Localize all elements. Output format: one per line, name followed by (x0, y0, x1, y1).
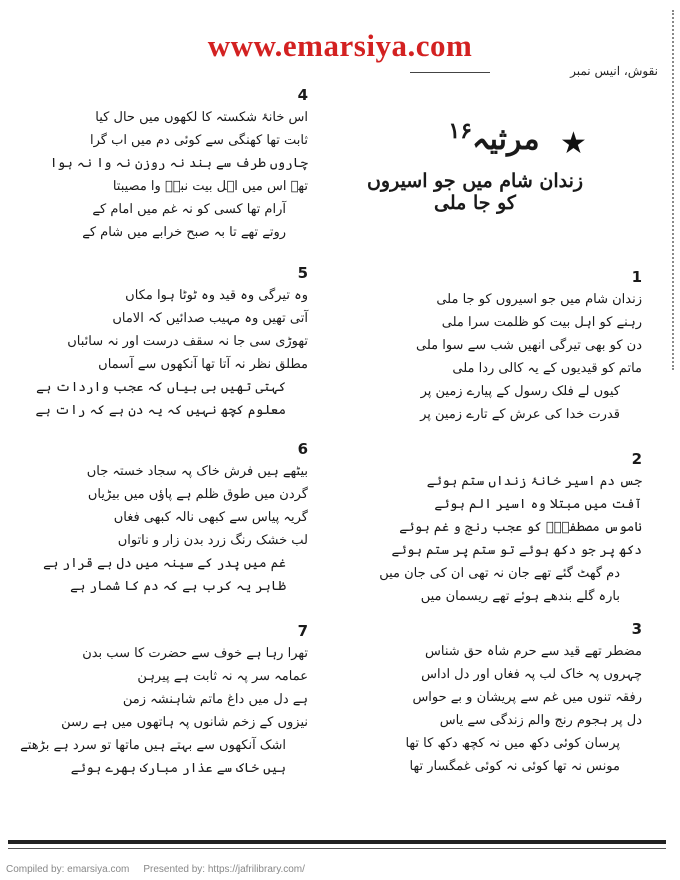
verse-line: نیزوں کے زخم شانوں پہ ہاتھوں میں ہے رسن (61, 715, 308, 730)
stanza-number: 1 (631, 268, 642, 286)
verse-line: معلوم کچھ نہیں کہ یہ دن ہے کہ رات ہے (35, 403, 286, 418)
stanza-number: 4 (297, 86, 308, 104)
stanza-number: 3 (631, 620, 642, 638)
verse-line: دکھ پر جو دکھ ہوئے تو ستم پر ستم ہوئے (391, 543, 642, 558)
verse-line: آتی تھیں وہ مہیب صدائیں کہ الاماں (112, 311, 308, 326)
marsiya-word: مرثیہ (472, 122, 540, 157)
verse-line: مضطر تھے قید سے حرم شاہ حق شناس (425, 644, 642, 659)
verse-line: ہے دل میں داغ ماتم شاہنشہ زمن (122, 692, 308, 707)
verse-line: گردن میں طوق ظلم ہے پاؤں میں بیڑیاں (87, 487, 308, 502)
verse-line: زندان شام میں جو اسیروں کو جا ملی (436, 292, 642, 307)
verse-line: آفت میں مبتلا وہ اسیر الم ہوئے (434, 497, 642, 512)
running-header: نقوش، انیس نمبر (570, 64, 658, 78)
footer-compiled: Compiled by: emarsiya.com (6, 864, 130, 875)
stanza (342, 620, 642, 778)
verse-line: چہروں پہ خاک لب پہ فغاں اور دل اداس (421, 667, 642, 682)
bottom-rule (8, 840, 666, 844)
verse-line: پرسان کوئی دکھ میں نہ کچھ دکھ کا تھا (405, 736, 620, 751)
site-watermark: www.emarsiya.com (207, 28, 473, 63)
marsiya-number: ۱۶ (448, 118, 473, 144)
verse-line: عمامہ سر پہ نہ ثابت ہے پیرہن (137, 669, 308, 684)
stanza-number: 5 (297, 264, 308, 282)
verse-line: قدرت خدا کی عرش کے تارے زمین پر (420, 407, 620, 422)
stanza-number: 2 (631, 450, 642, 468)
stanza (342, 450, 642, 608)
stanza-number: 6 (297, 440, 308, 458)
verse-line: ثابت تھا کھنگی سے کوئی دم میں اب گرا (89, 133, 308, 148)
verse-line: روتے تھے تا بہ صبح خرابے میں شام کے (82, 225, 286, 240)
header-rule (410, 72, 490, 73)
verse-line: جس دم اسیر خانۂ زنداں ستم ہوئے (426, 474, 642, 489)
marsiya-title (432, 118, 552, 157)
verse-line: کہتی تھیں بی بیاں کہ عجب واردات ہے (36, 380, 286, 395)
verse-line: ہیں خاک سے عذار مبارک بھرے ہوئے (70, 761, 286, 776)
verse-line: مطلق نظر نہ آتا تھا آنکھوں سے آسماں (98, 357, 308, 372)
verse-line: آرام تھا کسی کو نہ غم میں امام کے (92, 202, 286, 217)
verse-line: ظاہر یہ کرب ہے کہ دم کا شمار ہے (70, 579, 286, 594)
verse-line: اس خانۂ شکستہ کا لکھوں میں حال کیا (95, 110, 308, 125)
verse-line: غم میں پدر کے سینہ میں دل بے قرار ہے (43, 556, 286, 571)
verse-line: تھے اس میں اہل بیت نبیؐ وا مصیبتا (112, 179, 308, 194)
verse-line: وہ تیرگی وہ قید وہ ٹوٹا ہوا مکاں (125, 288, 308, 303)
stanza (18, 440, 308, 598)
footer-presented: Presented by: https://jafrilibrary.com/ (143, 864, 305, 875)
verse-line: دن کو بھی تیرگی انھیں شب سے سوا ملی (415, 338, 642, 353)
verse-line: گریہ پیاس سے کبھی نالہ کبھی فغاں (113, 510, 308, 525)
verse-line: ماتم کو قیدیوں کے یہ کالی ردا ملی (452, 361, 642, 376)
verse-line: چاروں طرف سے بند نہ روزن نہ وا نہ ہوا (49, 156, 308, 171)
verse-line: بیٹھے ہیں فرش خاک پہ سجاد خستہ جاں (86, 464, 308, 479)
bottom-rule-thin (8, 848, 666, 849)
verse-line: تھوڑی سی جا نہ سقف درست اور نہ سائباں (67, 334, 308, 349)
verse-line: تھرا رہا ہے خوف سے حضرت کا سب بدن (82, 646, 308, 661)
verse-line: مونس نہ تھا کوئی نہ کوئی غمگسار تھا (409, 759, 620, 774)
verse-line: رہنے کو اہل بیت کو ظلمت سرا ملی (441, 315, 642, 330)
verse-line: رفقہ تنوں میں غم سے پریشان و بے حواس (412, 690, 642, 705)
marsiya-subtitle: زندان شام میں جو اسیروں کو جا ملی (366, 170, 584, 214)
page-edge-marks (664, 10, 674, 370)
verse-line: کیوں لے فلک رسول کے پیارے زمین پر (420, 384, 620, 399)
page-footer (6, 864, 319, 875)
stanza-number: 7 (297, 622, 308, 640)
verse-line: ناموس مصطفیٰؐ کو عجب رنج و غم ہوئے (399, 520, 642, 535)
verse-line: دل پر ہجوم رنج والم زندگی سے یاس (439, 713, 642, 728)
stanza (342, 268, 642, 426)
verse-line: بارہ گلے بندھے ہوئے تھے ریسمان میں (420, 589, 620, 604)
verse-line: اشک آنکھوں سے بہتے ہیں ماتھا تو سرد ہے بڑھتے (20, 738, 286, 753)
verse-line: لب خشک رنگ زرد بدن زار و ناتواں (117, 533, 308, 548)
stanza (18, 622, 308, 780)
verse-line: دم گھٹ گئے تھے جان نہ تھی ان کی جان میں (379, 566, 620, 581)
stanza (18, 86, 308, 244)
star-icon: ★ (560, 126, 587, 161)
stanza (18, 264, 308, 422)
